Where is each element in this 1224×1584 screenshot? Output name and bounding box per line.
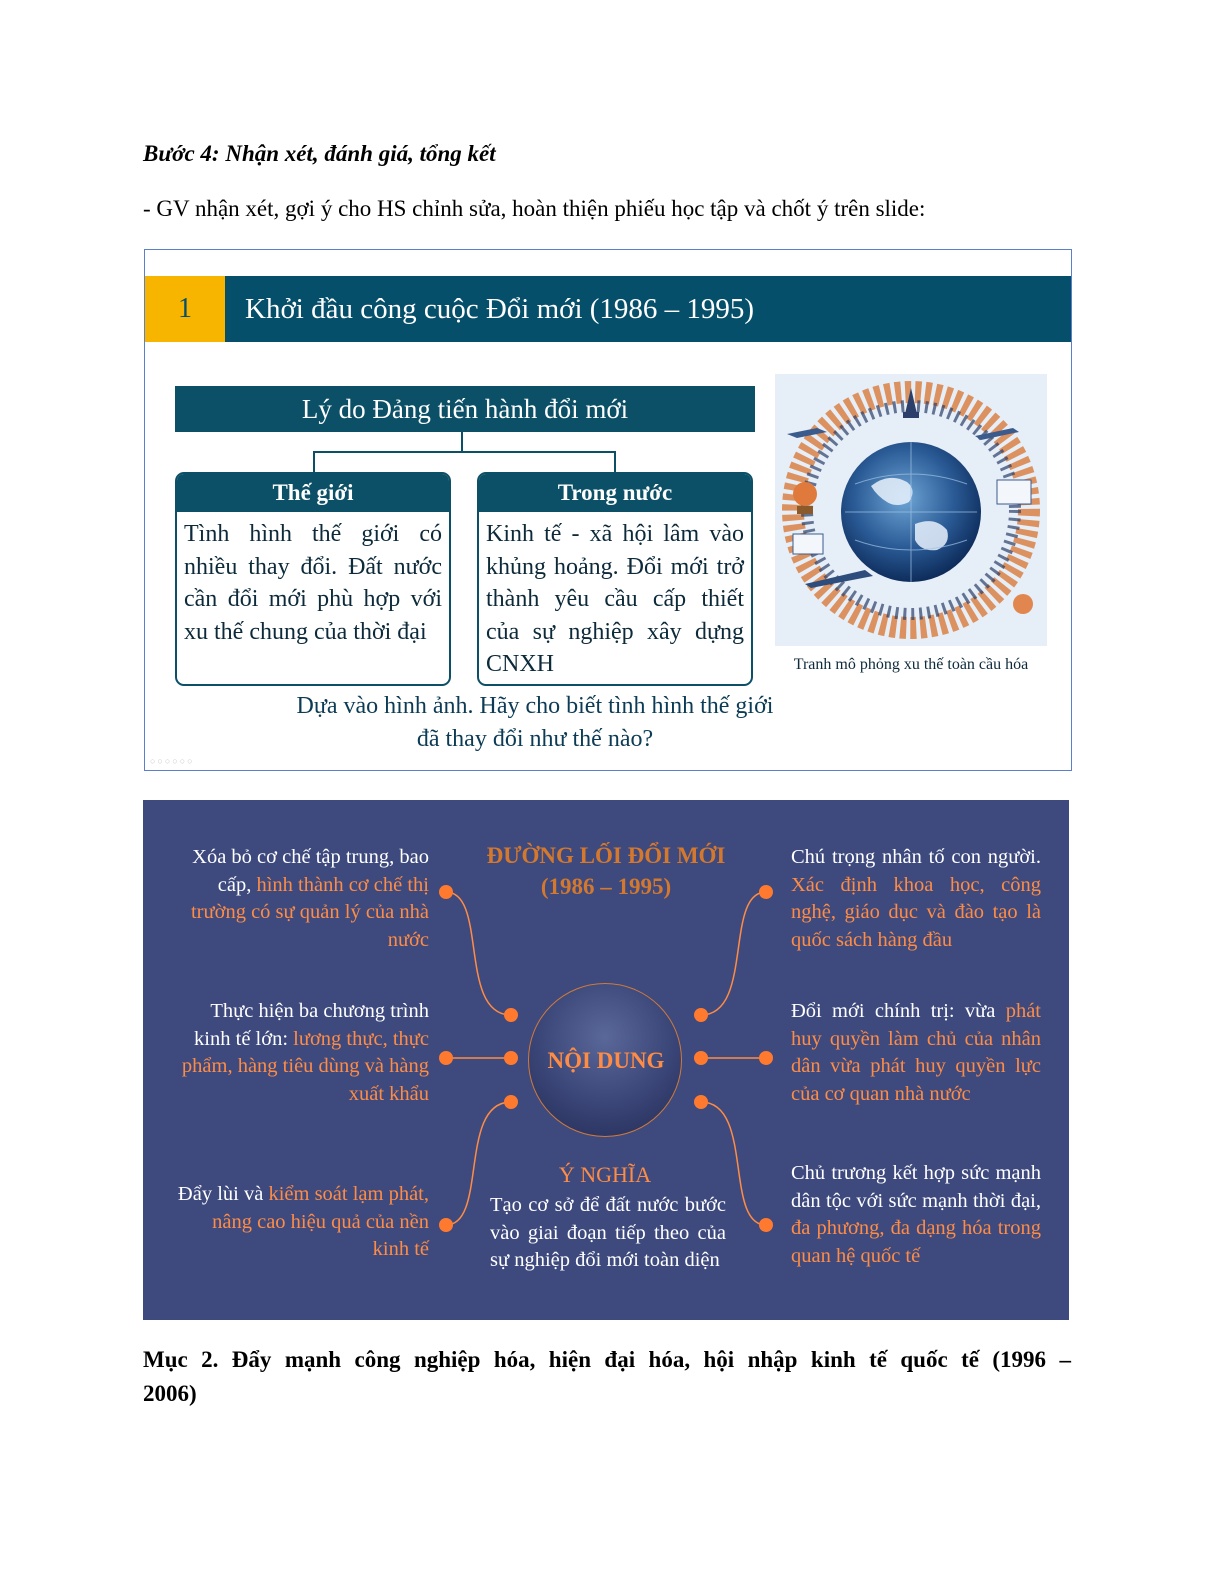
center-label: NỘI DUNG: [547, 1048, 665, 1073]
domestic-heading: Trong nước: [479, 474, 751, 512]
reason-title-bar: Lý do Đảng tiến hành đổi mới: [175, 386, 755, 432]
item-highlight: lương thực, thực phẩm, hàng tiêu dùng và hàng xuất khẩu: [181, 1027, 429, 1105]
slide-title: Khởi đầu công cuộc Đổi mới (1986 – 1995): [245, 293, 755, 325]
section-heading: Mục 2. Đẩy mạnh công nghiệp hóa, hiện đại hóa, hội nhập kinh tế quốc tế (1996 –: [143, 1347, 1071, 1372]
meaning-text: Tạo cơ sở để đất nước bước vào giai đoạn tiếp theo của sự nghiệp đổi mới toàn diện: [490, 1194, 726, 1271]
connector-line: [313, 451, 315, 473]
section-number: 1: [145, 276, 225, 342]
policy-item-left-3: [173, 1181, 429, 1264]
question-line-1: Dựa vào hình ảnh. Hãy cho biết tình hình thế giới: [296, 693, 774, 719]
policy-title-line-1: ĐƯỜNG LỐI ĐỔI MỚI: [486, 843, 726, 868]
policy-item-right-3: [791, 1160, 1041, 1270]
slide-controls-icon: ○○○○○○: [150, 756, 195, 766]
connector-line: [313, 451, 616, 453]
item-highlight: kiểm soát lạm phát, nâng cao hiệu quả của nền kinh tế: [212, 1183, 429, 1260]
meaning-title: Ý NGHĨA: [558, 1162, 652, 1187]
item-highlight: phát huy quyền làm chủ của nhân dân vừa phát huy quyền lực của cơ quan nhà nước: [791, 1000, 1041, 1105]
globalization-illustration: [775, 374, 1047, 646]
policy-item-right-1: [791, 844, 1041, 954]
item-text: Đổi mới chính trị: vừa: [791, 1000, 1006, 1022]
slide-header: [145, 276, 1071, 342]
image-caption: Tranh mô phỏng xu thế toàn cầu hóa: [793, 656, 1029, 673]
question-line-2: đã thay đổi như thế nào?: [416, 726, 654, 752]
item-highlight: đa phương, đa dạng hóa trong quan hệ quốc tế: [791, 1217, 1041, 1267]
item-text: Thực hiện ba chương trình kinh tế lớn:: [194, 1000, 429, 1050]
policy-title: [463, 840, 749, 902]
step-heading: Bước 4: Nhận xét, đánh giá, tổng kết: [143, 141, 496, 166]
connector-line: [461, 432, 463, 452]
item-highlight: Xác định khoa học, công nghệ, giáo dục và đào tạo là quốc sách hàng đầu: [791, 873, 1041, 951]
item-text: Xóa bỏ cơ chế tập trung, bao cấp,: [192, 846, 429, 896]
content-center-node: [528, 983, 682, 1137]
connector-line: [614, 451, 616, 473]
item-highlight: hình thành cơ chế thị trường có sự quản lý của nhà nước: [190, 873, 429, 951]
world-box: [175, 472, 451, 686]
domestic-box: [477, 472, 753, 686]
domestic-text: Kinh tế - xã hội lâm vào khủng hoảng. Đổi mới trở thành yêu cầu cấp thiết của sự nghiệp xây dựng CNXH: [486, 521, 744, 677]
section-heading-cont: 2006): [143, 1381, 197, 1406]
policy-title-line-2: (1986 – 1995): [540, 874, 672, 899]
slide-reasons-for-renovation: [144, 249, 1072, 771]
slide-renovation-policy: [143, 800, 1069, 1320]
policy-item-right-2: [791, 998, 1041, 1108]
world-heading: Thế giới: [177, 474, 449, 512]
item-text: Chú trọng nhân tố con người.: [791, 846, 1041, 868]
item-text: Chủ trương kết hợp sức mạnh dân tộc với sức mạnh thời đại,: [791, 1162, 1041, 1212]
item-text: Đẩy lùi và: [177, 1183, 269, 1205]
step-instruction: - GV nhận xét, gợi ý cho HS chỉnh sửa, hoàn thiện phiếu học tập và chốt ý trên slide:: [143, 196, 926, 221]
policy-item-left-2: [173, 998, 429, 1108]
discussion-question: [255, 690, 815, 756]
world-text: Tình hình thế giới có nhiều thay đổi. Đất nước cần đổi mới phù hợp với xu thế chung của thời đại: [184, 521, 442, 645]
policy-item-left-1: [173, 844, 429, 954]
